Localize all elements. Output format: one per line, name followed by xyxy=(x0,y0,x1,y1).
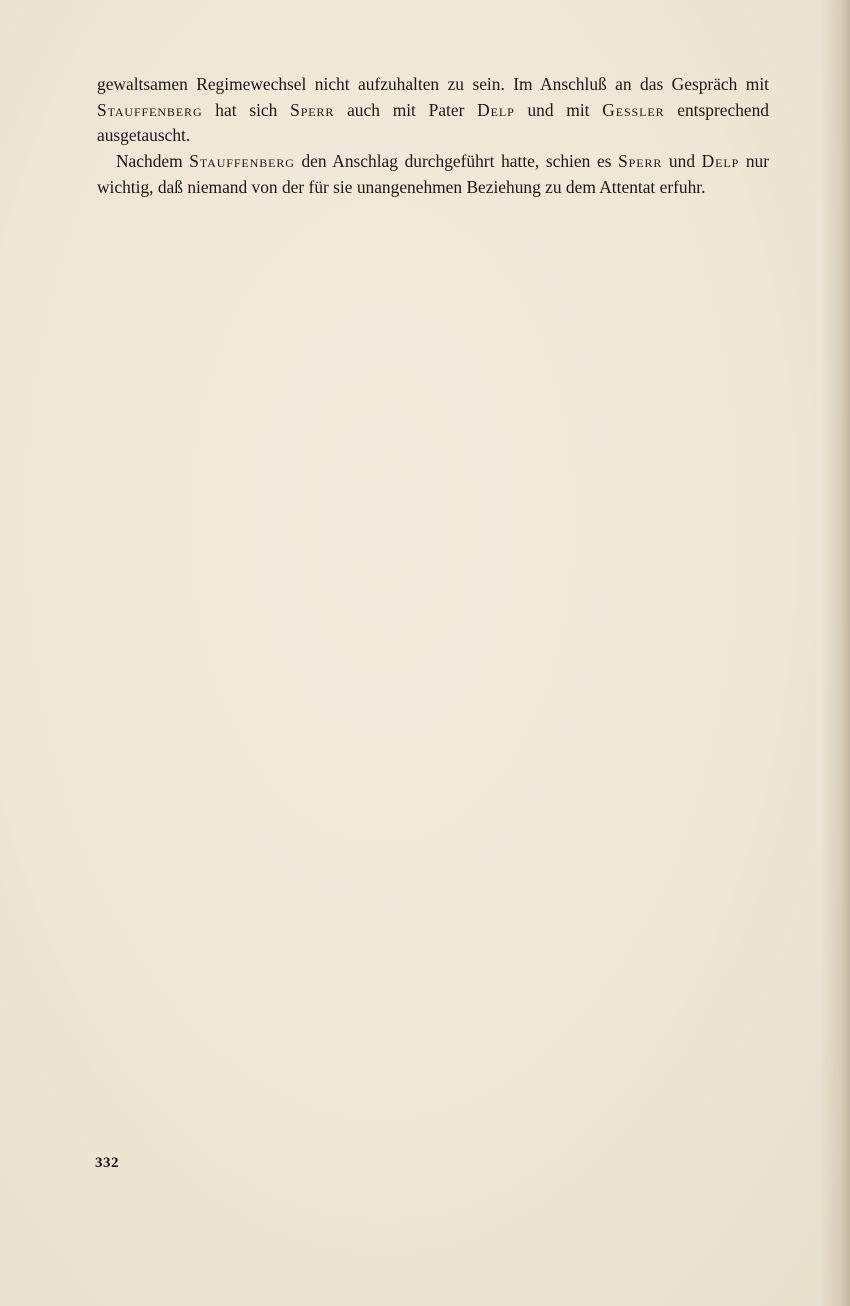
name-stauffenberg: Stauffenberg xyxy=(97,99,203,120)
run: hat sich xyxy=(202,99,291,120)
run: auch mit Pater xyxy=(334,99,478,120)
page-edge-shadow xyxy=(820,0,850,1306)
run: den Anschlag durchgeführt hatte, schien es xyxy=(294,151,619,172)
run: entsprechend ausgetauscht. xyxy=(97,99,770,146)
run: gewaltsamen Regimewechsel nicht aufzuhalten zu sein. Im Anschluß an das Gespräch mit xyxy=(97,74,769,94)
run: Nachdem xyxy=(116,151,190,172)
name-gessler: Gessler xyxy=(602,99,665,120)
paragraph-1 xyxy=(97,72,769,149)
run: und xyxy=(662,151,702,172)
name-stauffenberg: Stauffenberg xyxy=(189,151,295,172)
name-sperr: Sperr xyxy=(618,151,663,172)
run: und mit xyxy=(514,99,603,120)
name-delp: Delp xyxy=(477,99,515,120)
paragraph-2 xyxy=(97,149,769,200)
run: nur wichtig, daß niemand von der für sie unangenehmen Beziehung zu dem Attentat erfuhr. xyxy=(97,151,770,197)
body-text xyxy=(97,72,769,201)
page-number: 332 xyxy=(95,1155,119,1171)
name-delp: Delp xyxy=(701,151,740,172)
name-sperr: Sperr xyxy=(290,99,335,120)
